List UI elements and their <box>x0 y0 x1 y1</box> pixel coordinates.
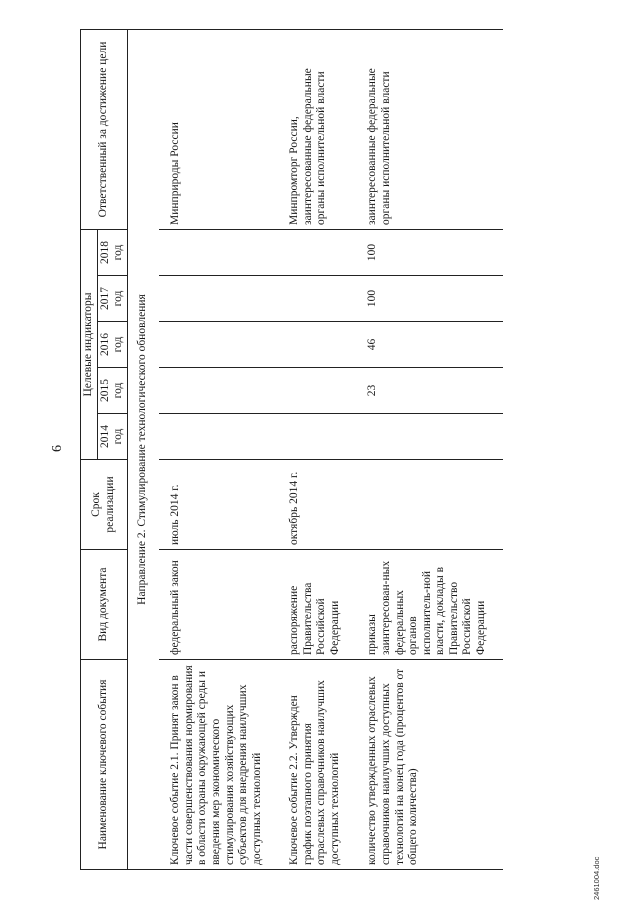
rotated-table-container <box>80 30 640 870</box>
responsible: Минпромторг России, заинтересованные федеральные органы исполнительной власти <box>278 29 356 229</box>
page-number: 6 <box>50 445 65 452</box>
event-name: количество утвержденных отраслевых справочников наилучших доступных технологий на конец года (процентов от общего количества) <box>356 660 502 870</box>
term: октябрь 2014 г. <box>278 460 356 550</box>
event-name: Ключевое событие 2.2. Утвержден график поэтапного принятия отраслевых справочников наилучших доступных технологий <box>278 660 356 870</box>
header-year: 2017 год <box>97 276 127 322</box>
header-indicators: Целевые индикаторы <box>81 229 98 459</box>
header-event: Наименование ключевого события <box>81 660 128 870</box>
table-row <box>278 29 356 869</box>
doc-type: распоряжение Правительства Российской Федерации <box>278 550 356 660</box>
term <box>356 460 502 550</box>
value-2015 <box>278 368 356 414</box>
header-term: Срок реализации <box>81 460 128 550</box>
table-row <box>356 29 502 869</box>
header-year: 2018 год <box>97 229 127 275</box>
term: июль 2014 г. <box>159 460 278 550</box>
value-2017: 100 <box>356 276 502 322</box>
table-row <box>159 29 278 869</box>
value-2014 <box>356 414 502 460</box>
value-2015 <box>159 368 278 414</box>
value-2016: 46 <box>356 322 502 368</box>
value-2016 <box>159 322 278 368</box>
header-responsible: Ответственный за достижение цели <box>81 29 128 229</box>
value-2017 <box>278 276 356 322</box>
value-2015: 23 <box>356 368 502 414</box>
responsible: Минприроды России <box>159 29 278 229</box>
value-2014 <box>278 414 356 460</box>
header-year: 2016 год <box>97 322 127 368</box>
responsible: заинтересованные федеральные органы исполнительной власти <box>356 29 502 229</box>
value-2018: 100 <box>356 229 502 275</box>
value-2016 <box>278 322 356 368</box>
header-year: 2014 год <box>97 414 127 460</box>
doc-type: федеральный закон <box>159 550 278 660</box>
value-2017 <box>159 276 278 322</box>
doc-type: приказы заинтересован-ных федеральных органов исполнитель-ной власти, доклады в Правительство Российской Федерации <box>356 550 502 660</box>
value-2018 <box>159 229 278 275</box>
section-title: Направление 2. Стимулирование технологического обновления <box>127 29 159 869</box>
value-2018 <box>278 229 356 275</box>
event-name: Ключевое событие 2.1. Принят закон в части совершенствования нормирования в области охраны окружающей среды и введения мер экономического стимулирования хозяйствующих субъектов для внедрения наилучших доступных технологий <box>159 660 278 870</box>
key-events-table <box>80 29 503 870</box>
document-id: 2461004.doc <box>592 856 601 900</box>
header-year: 2015 год <box>97 368 127 414</box>
header-doc: Вид документа <box>81 550 128 660</box>
value-2014 <box>159 414 278 460</box>
